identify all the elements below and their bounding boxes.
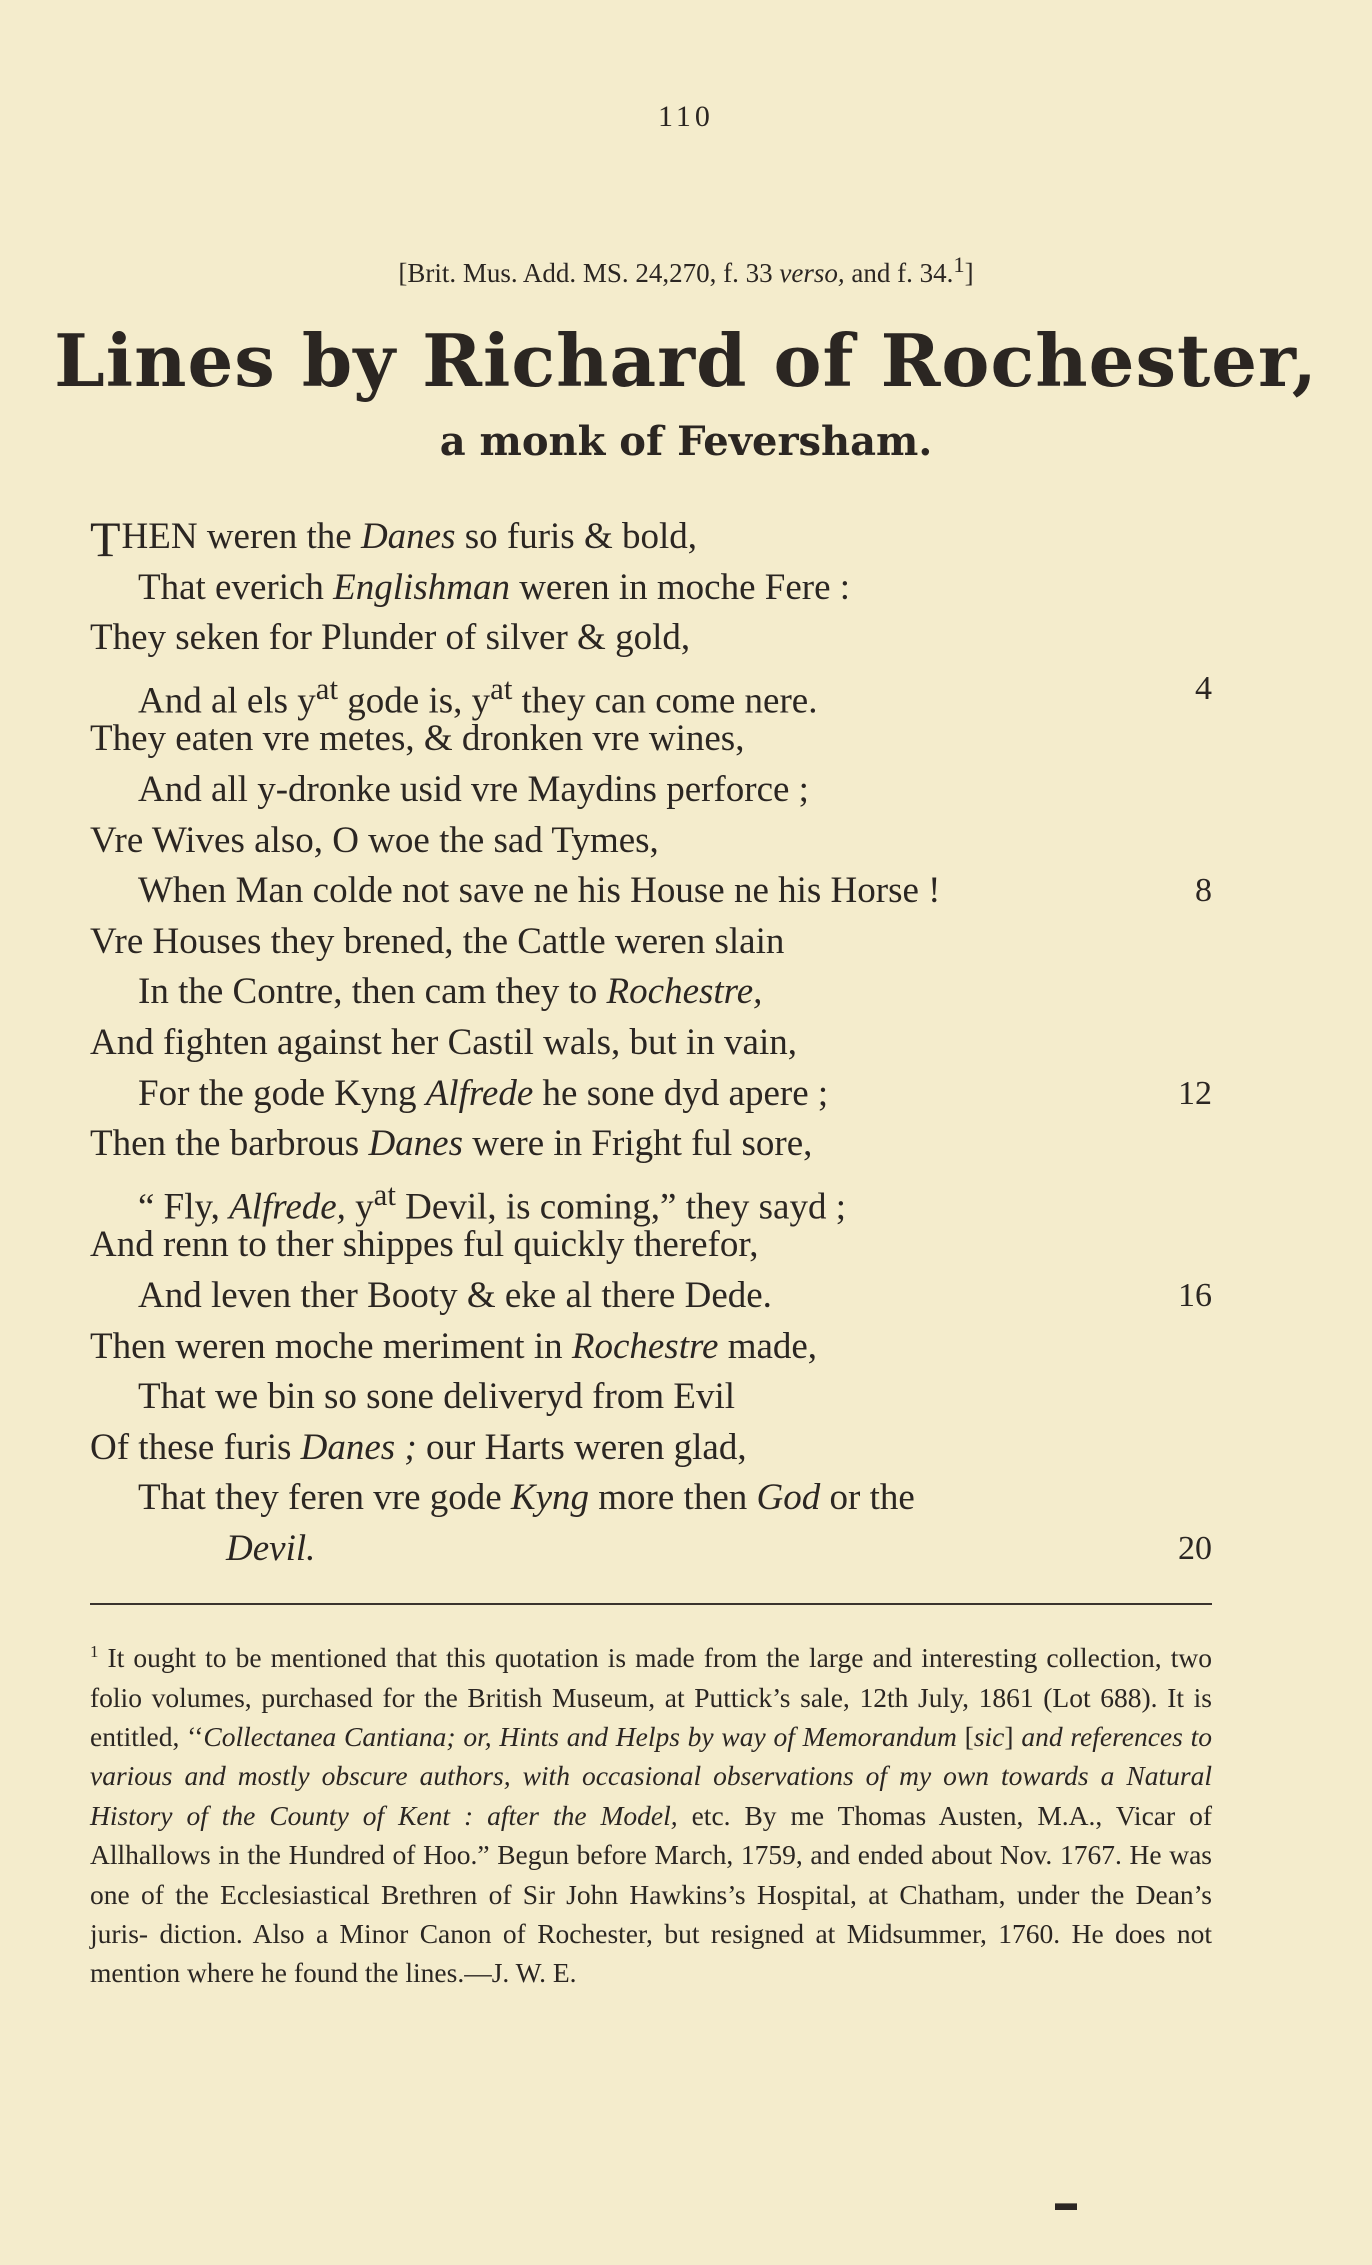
line-text: And all y-dronke usid vre Maydins perforce ; <box>138 768 809 810</box>
line-text: They eaten vre metes, & dronken vre wines, <box>90 718 745 760</box>
line-superscript: at <box>373 1177 396 1212</box>
line-text: And renn to ther shippes ful quickly therefor, <box>90 1224 759 1266</box>
poem-line <box>90 1119 1212 1170</box>
poem-title: Lines by Richard of Rochester, <box>54 318 1318 403</box>
poem-line <box>90 714 1212 765</box>
line-italic: Kyng <box>510 1477 590 1519</box>
poem-line <box>90 1372 1212 1423</box>
line-number: 20 <box>1178 1529 1212 1567</box>
line-text: They seken for Plunder of silver & gold, <box>90 617 691 659</box>
poem-line <box>90 664 1212 722</box>
line-text: were in Fright ful sore, <box>463 1123 813 1165</box>
page-number: 110 <box>658 100 714 133</box>
poem-line <box>90 967 1212 1018</box>
line-italic: Englishman <box>333 566 510 608</box>
source-ref-prefix: [Brit. Mus. Add. MS. 24,270, f. 33 <box>398 258 780 288</box>
poem-line <box>90 917 1212 968</box>
drop-cap: T <box>90 511 121 567</box>
poem <box>90 512 1212 1574</box>
footnote-mark: 1 <box>90 1642 99 1661</box>
line-number: 4 <box>1195 669 1212 707</box>
line-text: Devil, is coming,” they sayd ; <box>395 1186 847 1228</box>
line-italic: Devil. <box>226 1527 316 1569</box>
footnote-text: [ <box>956 1720 974 1752</box>
line-text: made, <box>718 1325 818 1367</box>
line-text: Then the barbrous <box>90 1123 369 1165</box>
line-superscript: at <box>315 671 339 706</box>
poem-line <box>90 613 1212 664</box>
poem-subtitle: a monk of Feversham. <box>439 418 933 465</box>
line-text: That we bin so sone deliveryd from Evil <box>138 1376 736 1418</box>
line-number: 16 <box>1178 1276 1212 1314</box>
line-text: Then weren moche meriment in <box>90 1325 572 1367</box>
poem-line <box>90 1322 1212 1373</box>
footnote-divider <box>90 1603 1212 1605</box>
poem-line <box>90 1271 1212 1322</box>
line-text: For the gode Kyng <box>138 1072 426 1114</box>
source-ref-suffix: and f. 34. <box>844 258 954 288</box>
line-text: Vre Wives also, O woe the sad Tymes, <box>90 819 659 861</box>
line-text: so furis & bold, <box>455 516 698 557</box>
footnote-italic: Collectanea Cantiana; or, Hints and Helps by way of Memorandum <box>203 1720 957 1752</box>
page-speck: ▬ <box>1055 2190 1077 2215</box>
line-superscript: at <box>490 671 513 706</box>
line-text: they can come nere. <box>512 680 818 722</box>
line-text: or the <box>820 1477 915 1519</box>
line-italic: Danes ; <box>300 1426 417 1468</box>
line-text: When Man colde not save ne his House ne his Horse ! <box>138 870 941 912</box>
line-italic: Rochestre <box>571 1325 719 1367</box>
source-ref-italic: verso, <box>779 258 845 288</box>
footnote-italic: and references to various and mostly obscure authors, with occasional observations of my own towards a Natural History of the County of Kent : after the Model, <box>90 1720 1212 1831</box>
footnote <box>90 1632 1212 1993</box>
line-text: That they feren vre gode <box>138 1477 511 1519</box>
poem-line <box>90 1423 1212 1474</box>
line-text: And al els y <box>138 680 316 722</box>
footnote-text: etc. By me Thomas Austen, M.A., Vicar of Allhallows in the Hundred of Hoo.” Begun before March, 1759, and ended about Nov. 1767. He was one of the Ecclesiastical Brethren of Sir John Hawkins’s Hospital, at Chatham, under the Dean’s juris- diction. Also a Minor Canon of Rochester, but resigned at Midsummer, 1760. He does not mention where he found the lines.—J. W. E. <box>90 1799 1212 1989</box>
poem-line <box>90 563 1212 614</box>
line-text: “ Fly, <box>138 1186 230 1228</box>
footnote-text: It ought to be mentioned that this quotation is made from the large and interesting collection, two folio volumes, purchased for the British Museum, at Puttick’s sale, 12th July, 1861 (Lot 688). It is entitled, ‘‘ <box>90 1642 1212 1752</box>
poem-line <box>90 1170 1212 1228</box>
line-text: HEN weren the <box>121 516 361 557</box>
footnote-italic: sic <box>973 1720 1005 1752</box>
line-italic: Alfrede <box>425 1072 534 1114</box>
line-text: And leven ther Booty & eke al there Dede. <box>138 1274 772 1316</box>
line-text: Vre Houses they brened, the Cattle weren slain <box>90 920 785 962</box>
line-text: y <box>345 1186 374 1228</box>
poem-line <box>90 765 1212 816</box>
line-text: he sone dyd apere ; <box>533 1072 829 1114</box>
poem-line <box>90 1524 1212 1575</box>
poem-line <box>90 1220 1212 1271</box>
line-text: our Harts weren glad, <box>416 1426 747 1468</box>
source-ref-close: ] <box>964 258 974 288</box>
line-text: And fighten against her Castil wals, but in vain, <box>90 1021 797 1063</box>
line-text: weren in moche Fere : <box>509 566 851 608</box>
poem-line <box>90 816 1212 867</box>
poem-line <box>90 1018 1212 1069</box>
line-text: That everich <box>138 566 334 608</box>
footnote-text: ] <box>1004 1720 1022 1752</box>
line-number: 12 <box>1178 1074 1212 1112</box>
line-italic: Danes <box>368 1123 463 1165</box>
poem-line <box>90 866 1212 917</box>
line-italic: Danes <box>360 516 456 557</box>
manuscript-reference <box>0 252 1372 289</box>
line-italic: God <box>756 1477 821 1519</box>
line-italic: Rochestre, <box>606 971 763 1013</box>
line-italic: Alfrede, <box>229 1186 346 1228</box>
footnote-reference-mark: 1 <box>953 252 965 277</box>
poem-line <box>90 511 1212 567</box>
poem-line <box>90 1473 1212 1524</box>
line-text: Of these furis <box>90 1426 301 1468</box>
line-text: In the Contre, then cam they to <box>138 971 607 1013</box>
line-text: gode is, y <box>338 680 491 722</box>
line-text: more then <box>589 1477 757 1519</box>
line-number: 8 <box>1195 872 1212 910</box>
poem-line <box>90 1069 1212 1120</box>
